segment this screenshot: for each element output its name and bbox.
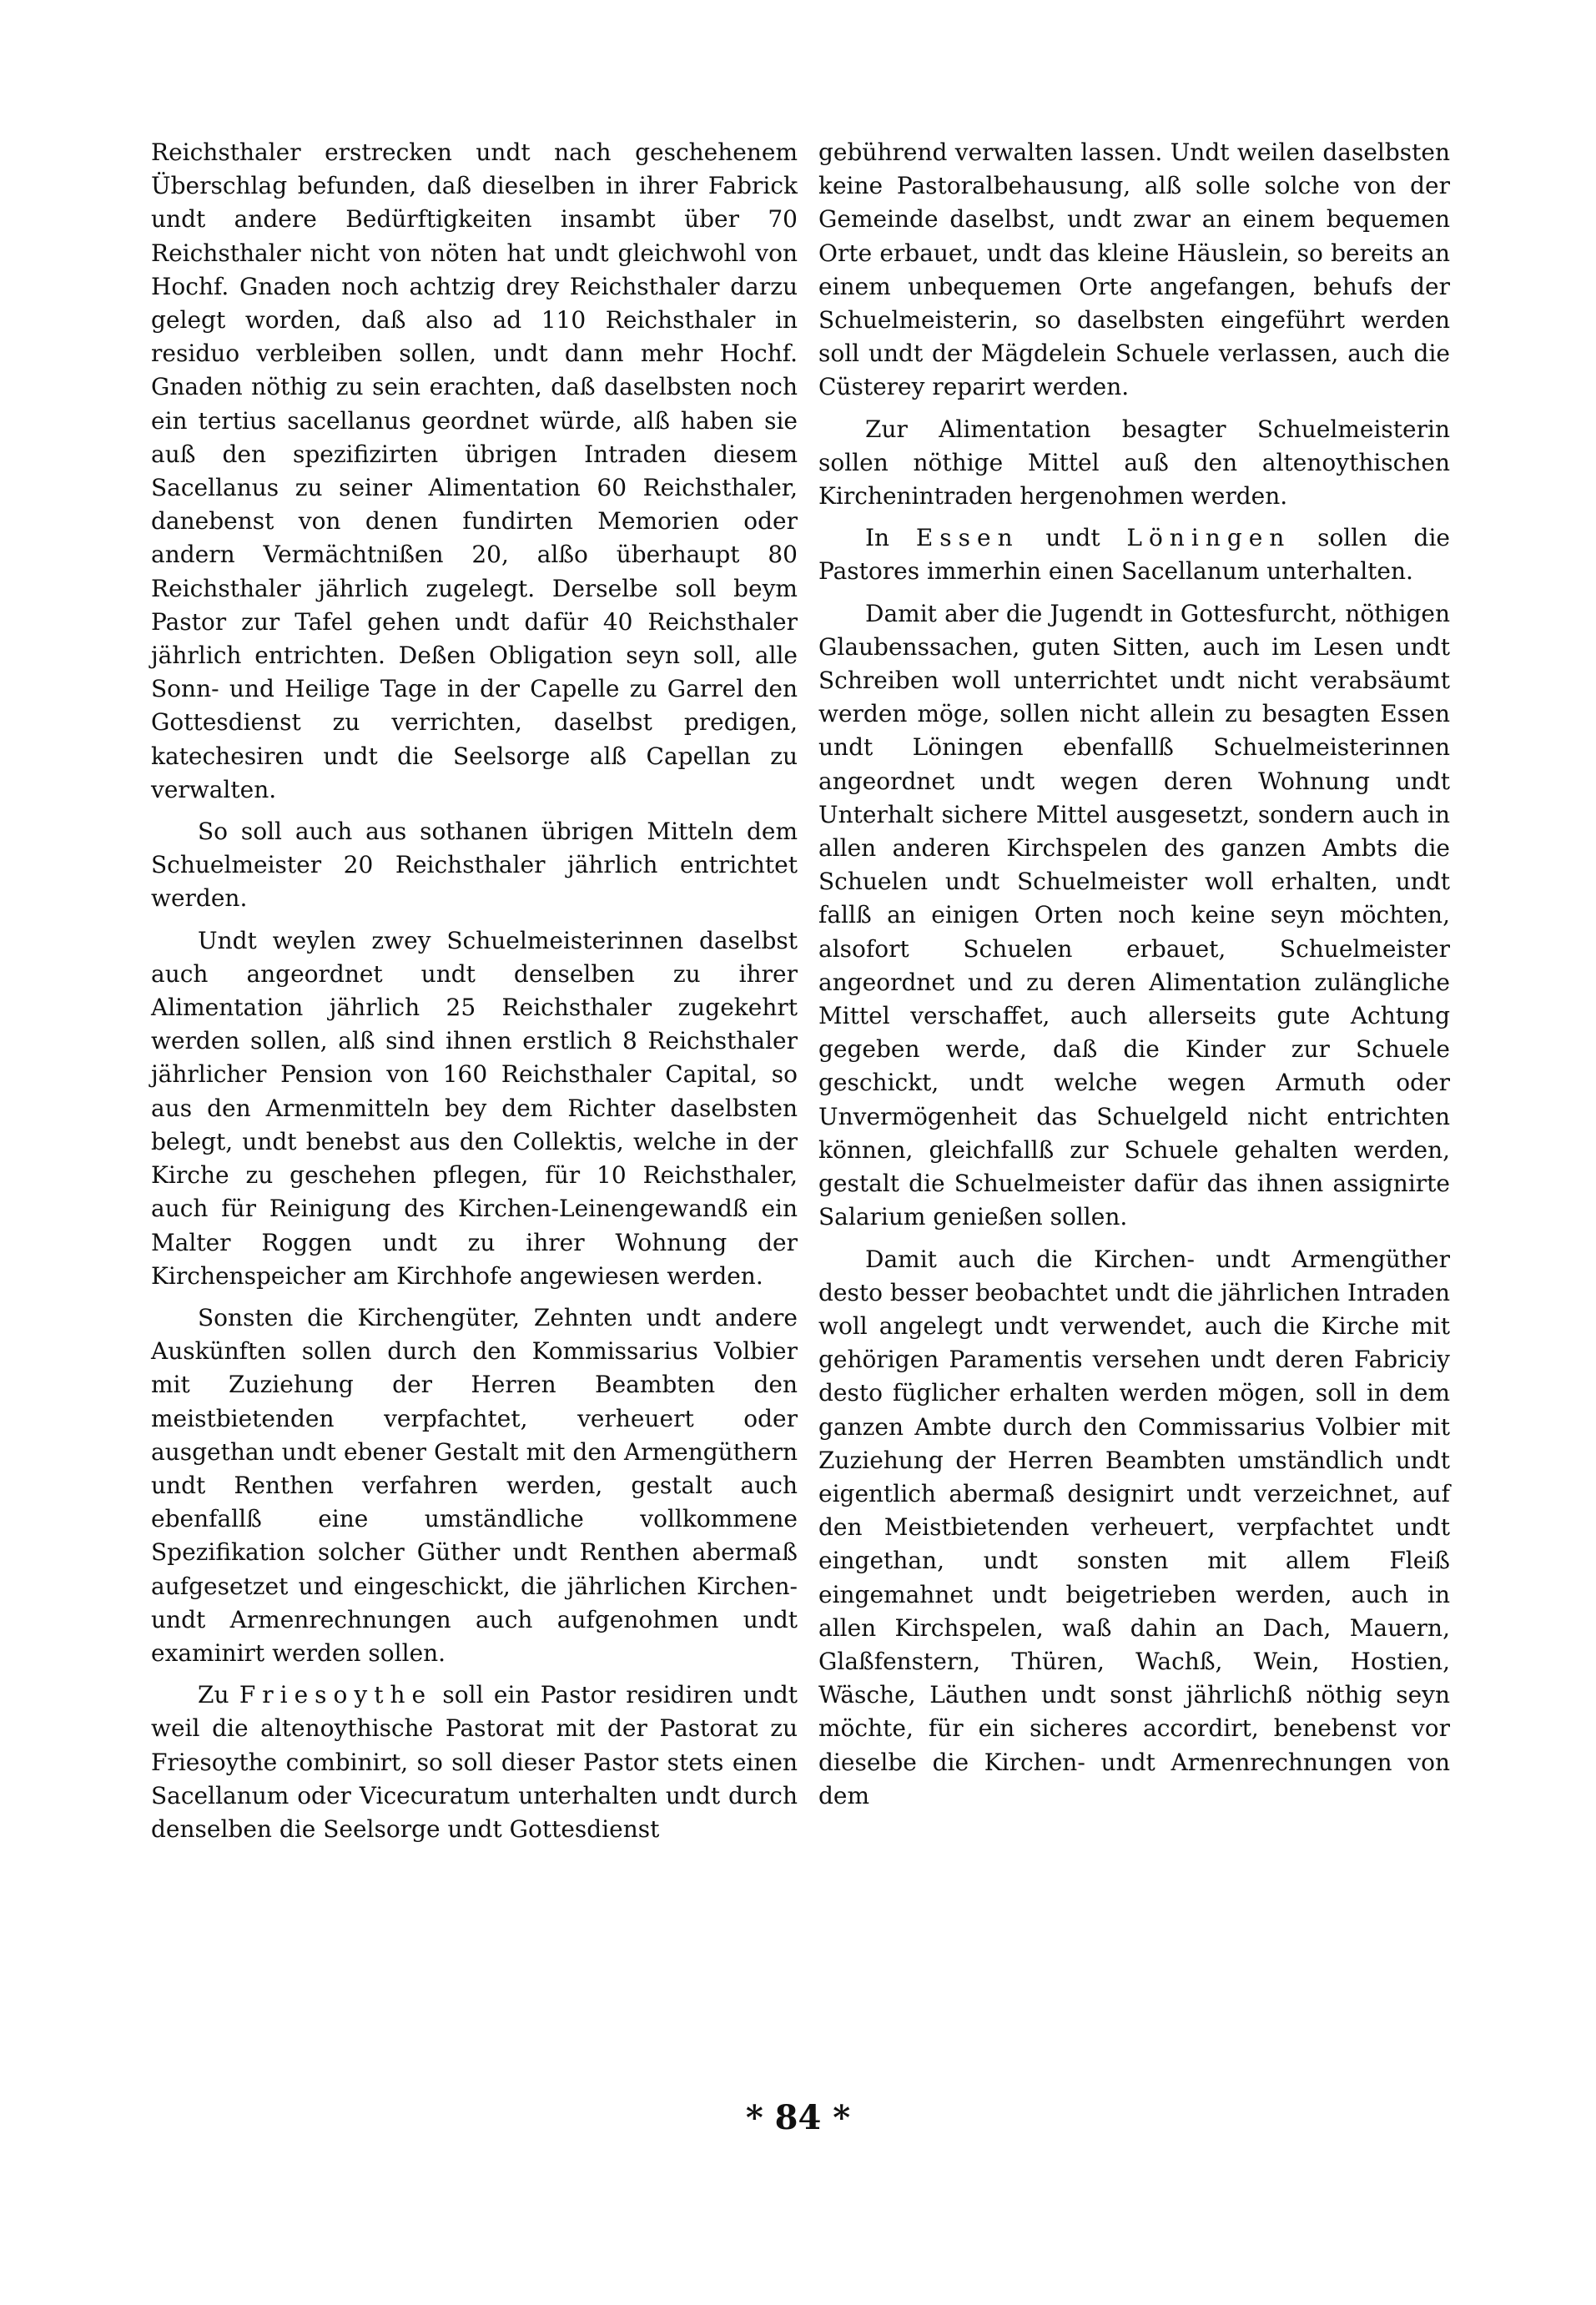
- paragraph: So soll auch aus sothanen übrigen Mitteln dem Schuelmeister 20 Reichsthaler jährlich entrichtet werden.: [151, 818, 798, 913]
- paragraph: Zur Alimentation besagter Schuelmeisterin sollen nöthige Mittel auß den altenoythischen Kirchenintraden hergenohmen werden.: [818, 415, 1450, 511]
- paragraph-essen-loeningen: [818, 521, 1450, 588]
- paragraph: Reichsthaler erstrecken undt nach geschehenem Überschlag befunden, daß dieselben in ihrer Fabrick undt andere Bedürftigkeiten insambt über 70 Reichsthaler nicht von nöten hat undt gleichwohl von Hochf. Gnaden noch achtzig drey Reichsthaler darzu gelegt worden, daß also ad 110 Reichsthaler in residuo verbleiben sollen, undt dann mehr Hochf. Gnaden nöthig zu sein erachten, daß daselbsten noch ein tertius sacellanus geordnet würde, alß haben sie auß den spezifizirten übrigen Intraden diesem Sacellanus zu seiner Alimentation 60 Reichsthaler, danebenst von denen fundirten Memorien oder andern Vermächtnißen 20, alßo überhaupt 80 Reichsthaler jährlich zugelegt. Derselbe soll beym Pastor zur Tafel gehen undt dafür 40 Reichsthaler jährlich entrichten. Deßen Obligation seyn soll, alle Sonn- und Heilige Tage in der Capelle zu Garrel den Gottesdienst zu verrichten, daselbst predigen, katechesiren undt die Seelsorge alß Capellan zu verwalten.: [151, 138, 798, 803]
- right-column: [818, 136, 1450, 1821]
- page-number: * 84 *: [745, 2098, 851, 2137]
- paragraph-friesoythe: [151, 1678, 798, 1846]
- paragraph: Undt weylen zwey Schuelmeisterinnen daselbst auch angeordnet undt denselben zu ihrer Alimentation jährlich 25 Reichsthaler zugekehrt werden sollen, alß sind ihnen erstlich 8 Reichsthaler jährlicher Pension von 160 Reichsthaler Capital, so aus den Armenmitteln bey dem Richter daselbsten belegt, undt benebst aus den Collektis, welche in der Kirche zu geschehen pflegen, für 10 Reichsthaler, auch für Reinigung des Kirchen-Leinengewandß ein Malter Roggen undt zu ihrer Wohnung der Kirchenspeicher am Kirchhofe angewiesen werden.: [151, 926, 798, 1290]
- left-column: [151, 136, 798, 1855]
- place-name-loeningen: Löningen: [1126, 524, 1291, 552]
- paragraph: Damit aber die Jugendt in Gottesfurcht, nöthigen Glaubenssachen, guten Sitten, auch im Lesen undt Schreiben woll unterrichtet undt nicht verabsäumt werden möge, sollen nicht allein zu besagten Essen undt Löningen ebenfallß Schuelmeisterinnen angeordnet undt wegen deren Wohnung undt Unterhalt sichere Mittel ausgesetzt, sondern auch in allen anderen Kirchspelen des ganzen Ambts die Schuelen undt Schuelmeister woll erhalten, undt fallß an einigen Orten noch keine seyn möchten, alsofort Schuelen erbauet, Schuelmeister angeordnet und zu deren Alimentation zulängliche Mittel verschaffet, auch allerseits gute Achtung gegeben werde, daß die Kinder zur Schuele geschickt, undt welche wegen Armuth oder Unvermögenheit das Schuelgeld nicht entrichten können, gleichfallß zur Schuele gehalten werden, gestalt die Schuelmeister dafür das ihnen assignirte Salarium genießen sollen.: [818, 599, 1450, 1231]
- place-name-friesoythe: Friesoythe: [239, 1681, 433, 1709]
- paragraph: Sonsten die Kirchengüter, Zehnten undt andere Auskünften sollen durch den Kommissarius Volbier mit Zuziehung der Herren Beambten den meistbietenden verpfachtet, verheuert oder ausgethan undt ebener Gestalt mit den Armengüthern undt Renthen verfahren werden, gestalt auch ebenfallß eine umständliche vollkommene Spezifikation solcher Güther undt Renthen abermaß aufgesetzet und eingeschickt, die jährlichen Kirchen- undt Armenrechnungen auch aufgenohmen undt examinirt werden sollen.: [151, 1303, 798, 1667]
- text-span: Zu: [198, 1681, 239, 1709]
- place-name-essen: Essen: [915, 524, 1020, 552]
- text-span: undt: [1019, 524, 1127, 552]
- text-span: sollen die Pastores immerhin einen Sacellanum unterhalten.: [818, 524, 1451, 586]
- text-span: soll ein Pastor residiren undt weil die altenoythische Pastorat mit der Pastorat zu Friesoythe combinirt, so soll dieser Pastor stets einen Sacellanum oder Vicecuratum unterhalten undt durch denselben die Seelsorge undt Gottesdienst: [151, 1681, 798, 1843]
- text-span: In: [865, 524, 916, 552]
- paragraph: gebührend verwalten lassen. Undt weilen daselbsten keine Pastoralbehausung, alß solle solche von der Gemeinde daselbst, undt zwar an einem bequemen Orte erbauet, undt das kleine Häuslein, so bereits an einem unbequemen Orte angefangen, behufs der Schuelmeisterin, so daselbsten eingeführt werden soll undt der Mägdelein Schuele verlassen, auch die Cüsterey reparirt werden.: [818, 138, 1450, 401]
- paragraph: Damit auch die Kirchen- undt Armengüther desto besser beobachtet undt die jährlichen Intraden woll angelegt undt verwendet, auch die Kirche mit gehörigen Paramentis versehen undt deren Fabriciy desto füglicher erhalten werden mögen, soll in dem ganzen Ambte durch den Commissarius Volbier mit Zuziehung der Herren Beambten umständlich undt eigentlich abermaß designirt undt verzeichnet, auf den Meistbietenden verheuert, verpfachtet undt eingethan, undt sonsten mit allem Fleiß eingemahnet undt beigetrieben werden, auch in allen Kirchspelen, waß dahin an Dach, Mauern, Glaßfenstern, Thüren, Wachß, Wein, Hostien, Wäsche, Läuthen undt sonst jährlichß nöthig seyn möchte, für ein sicheres accordirt, benebenst vor dieselbe die Kirchen- undt Armenrechnungen von dem: [818, 1245, 1450, 1809]
